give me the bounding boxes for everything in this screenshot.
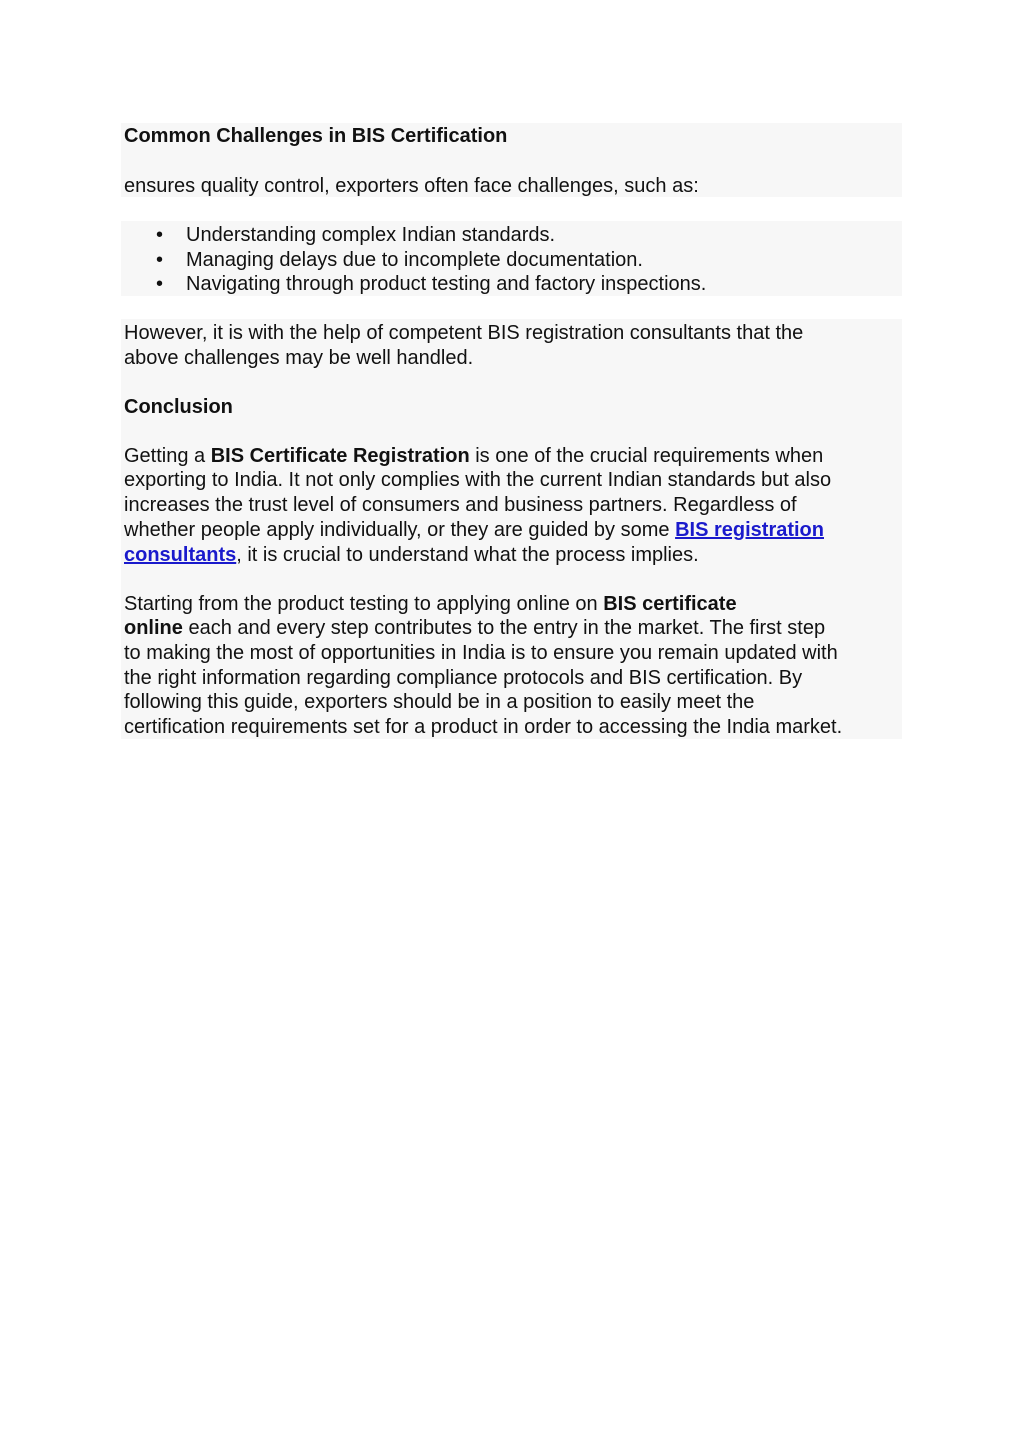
bis-certificate-online-bold: online (124, 617, 183, 640)
text-run: , it is crucial to understand what the process implies. (236, 543, 699, 566)
paragraph-line (124, 444, 898, 469)
bullet-icon: • (156, 273, 164, 296)
text-run: whether people apply individually, or they are guided by some (124, 518, 676, 541)
paragraph-line: However, it is with the help of competent BIS registration consultants that the (124, 322, 804, 344)
text-run: Starting from the product testing to applying online on (124, 592, 604, 615)
paragraph-line (124, 616, 898, 641)
section-title: Common Challenges in BIS Certification (124, 125, 508, 147)
list-item-text: Navigating through product testing and factory inspections. (186, 273, 707, 296)
bis-registration-consultants-link[interactable]: BIS registration (675, 518, 824, 541)
however-paragraph (124, 321, 898, 370)
text-run: Getting a (124, 444, 211, 467)
text-run: is one of the crucial requirements when (469, 444, 824, 467)
paragraph-line (124, 518, 898, 543)
paragraph-line (124, 543, 898, 568)
list-item-text: Understanding complex Indian standards. (186, 224, 556, 246)
conclusion-paragraph (124, 444, 898, 568)
paragraph-line (124, 592, 898, 617)
list-item (124, 248, 898, 273)
paragraph-line: certification requirements set for a product in order to accessing the India market. (124, 716, 843, 739)
text-run: each and every step contributes to the entry in the market. The first step (182, 617, 826, 640)
conclusion-heading: Conclusion (124, 395, 233, 418)
paragraph-line: to making the most of opportunities in India is to ensure you remain updated with (124, 641, 838, 664)
challenges-list (121, 221, 902, 296)
paragraph-line: following this guide, exporters should be in a position to easily meet the (124, 691, 755, 714)
paragraph-line: increases the trust level of consumers and business partners. Regardless of (124, 494, 797, 517)
intro-text: ensures quality control, exporters often face challenges, such as: (124, 175, 699, 197)
list-item (124, 223, 898, 248)
bis-certificate-online-bold: BIS certificate (603, 592, 737, 615)
body-block (121, 319, 902, 739)
bullet-icon: • (156, 248, 164, 271)
final-paragraph (124, 592, 898, 740)
paragraph-line: exporting to India. It not only complies with the current Indian standards but also (124, 469, 832, 492)
paragraph-line: the right information regarding compliance protocols and BIS certification. By (124, 666, 803, 689)
bis-registration-consultants-link[interactable]: consultants (124, 543, 237, 566)
list-item-text: Managing delays due to incomplete documentation. (186, 248, 643, 271)
list-item (124, 272, 898, 297)
bullet-icon: • (156, 224, 164, 246)
bis-certificate-registration-bold: BIS Certificate Registration (210, 444, 470, 467)
paragraph-line: above challenges may be well handled. (124, 346, 474, 369)
